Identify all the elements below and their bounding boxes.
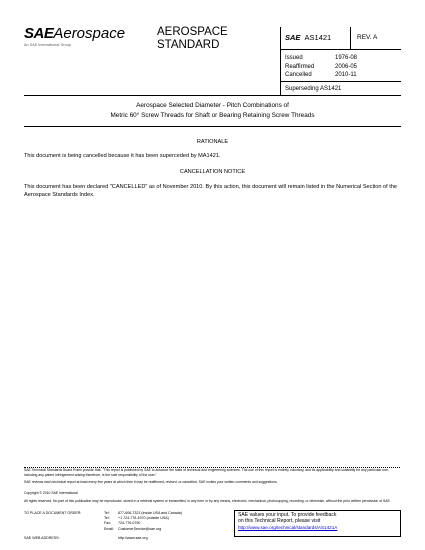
dates-block [285,54,357,80]
rationale-heading: RATIONALE [196,139,229,145]
logo-word: Aerospace [53,25,126,42]
rev-divider [350,27,351,49]
footer-notice-rules: SAE Technical Standards Board Rules provide that: "This report is published by SAE to advance the state of technical and engineering sciences. The use of this report is entirely voluntary, and its applicability and suitability for any particular use, including any patent infringement arising therefrom, is the sole responsibility of the user." [24,468,389,477]
document-title: Aerospace Selected Diameter - Pitch Combinations of Metric 60° Screw Threads for Shaft or Bearing Retaining Screw Threads [110,102,315,119]
superseding: Superseding AS1421 [285,86,342,92]
cancellation-text: This document has been declared "CANCELLED" as of November 2010. By this action, this document will remain listed in the Numerical Section of the Aerospace Standards Index. [24,184,398,198]
header-divider-vertical [280,27,281,95]
feedback-box [234,510,401,537]
order-label: TO PLACE A DOCUMENT ORDER: [24,511,82,515]
feedback-link[interactable]: http://www.sae.org/technical/standards/AS1421A [238,524,338,530]
revision: REV. A [357,34,378,41]
document-number [285,33,331,42]
order-email[interactable]: CustomerService@sae.org [118,526,162,531]
logo-sae: SAE [24,25,54,42]
header-divider-1 [280,49,401,50]
date-row-issued: Issued 1976-08 [285,55,358,61]
order-info: TO PLACE A DOCUMENT ORDER: Tel: 877-606-7323 (inside USA and Canada) Tel: +1 724-776-4970 (outside USA) Fax: 724-776-0790 Email: CustomerService@sae.org [24,511,182,531]
standard-title: AEROSPACE STANDARD [157,26,228,51]
web-address [24,536,148,540]
title-bottom-rule [24,126,401,127]
doc-number: AS1421 [304,33,332,42]
date-row-cancelled: Cancelled 2010-11 [285,72,357,78]
header-divider-2 [280,81,401,82]
footer-copyright: Copyright © 2010 SAE International [24,491,78,495]
header-bottom-rule [24,95,401,96]
rationale-text: This document is being cancelled because it has been superceded by MA1421. [24,153,221,159]
footer-notice-review: SAE reviews each technical report at least every five years at which time it may be reaffirmed, revised, or cancelled. SAE invites your written comments and suggestions. [24,480,278,484]
web-link[interactable]: http://www.sae.org [118,536,148,540]
sae-aerospace-logo [24,26,132,50]
doc-prefix: SAE [285,33,301,42]
order-fax: 724-776-0790 [118,521,141,526]
order-tel: 877-606-7323 (inside USA and Canada) [118,511,182,515]
feedback-line-2: on this Technical Report, please visit [238,518,321,525]
feedback-line-1: SAE values your input. To provide feedback [238,512,337,518]
footer-rights: All rights reserved. No part of this publication may be reproduced, stored in a retrieval system or transmitted, in any form or by any means, electronic, mechanical, photocopying, recording, or otherwise, without the prior written permission of SAE. [24,499,391,503]
cancellation-heading: CANCELLATION NOTICE [179,169,246,175]
web-label: SAE WEB ADDRESS: [24,536,60,540]
logo-tagline: An SAE International Group [24,43,71,47]
date-row-reaffirmed: Reaffirmed 2006-05 [285,63,358,70]
order-tel-intl: +1 724-776-4970 (outside USA) [118,516,169,521]
